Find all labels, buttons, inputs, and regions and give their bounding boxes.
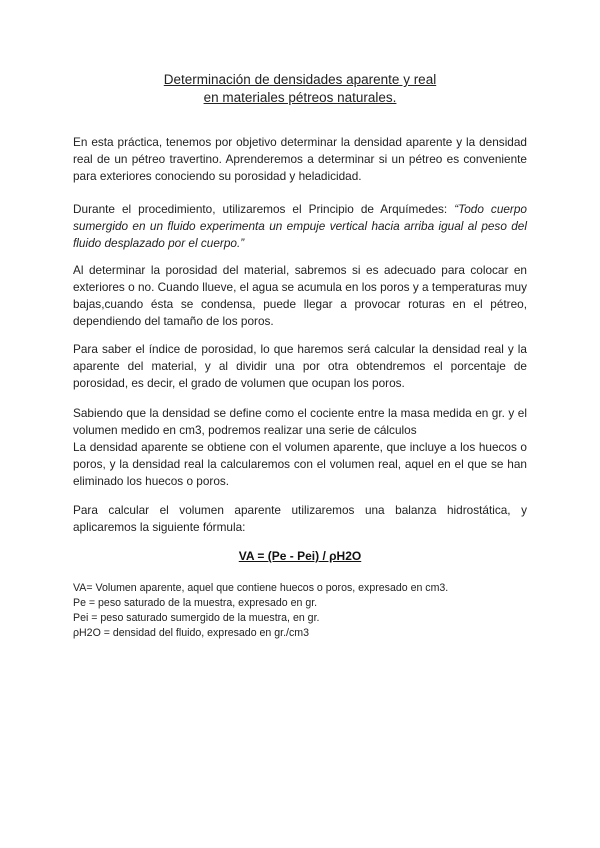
definition-item: Pe = peso saturado de la muestra, expresado en gr. bbox=[73, 597, 318, 609]
definition-item: ρH2O = densidad del fluido, expresado en gr./cm3 bbox=[73, 627, 309, 639]
paragraph-text: Para saber el índice de porosidad, lo que haremos será calcular la densidad real y la aparente del material, y al dividir una por otra obtendremos el porcentaje de porosidad, es decir, el grado de volumen que ocupan los poros. bbox=[73, 342, 527, 390]
paragraph-balance bbox=[73, 502, 527, 536]
density-definition: Sabiendo que la densidad se define como el cociente entre la masa medida en gr. y el volumen medido en cm3, podremos realizar una serie de cálculos bbox=[73, 406, 527, 437]
procedure-lead: Durante el procedimiento, utilizaremos el Principio de Arquímedes: bbox=[73, 202, 455, 216]
formula: VA = (Pe - Pei) / ρH2O bbox=[238, 549, 362, 563]
paragraph-intro bbox=[73, 134, 527, 185]
definition-item: Pei = peso saturado sumergido de la muestra, en gr. bbox=[73, 612, 320, 624]
page-title bbox=[0, 71, 600, 107]
paragraph-text: En esta práctica, tenemos por objetivo determinar la densidad aparente y la densidad real de un pétreo travertino. Aprenderemos a determinar si un pétreo es conveniente para exteriores conociendo su porosidad y heladicidad. bbox=[73, 135, 527, 183]
definition-item: VA= Volumen aparente, aquel que contiene huecos o poros, expresado en cm3. bbox=[73, 582, 449, 594]
density-types: La densidad aparente se obtiene con el volumen aparente, que incluye a los huecos o poros, y la densidad real la calcularemos con el volumen real, aquel en el que se han eliminado los huecos o poros. bbox=[73, 440, 527, 488]
paragraph-procedure bbox=[73, 201, 527, 252]
title-line-2: en materiales pétreos naturales. bbox=[203, 90, 397, 105]
paragraph-density bbox=[73, 405, 527, 490]
paragraph-porosity bbox=[73, 262, 527, 330]
paragraph-index bbox=[73, 341, 527, 392]
archimedes-quote: “Todo cuerpo sumergido en un fluido experimenta un empuje vertical hacia arriba igual al peso del fluido desplazado por el cuerpo.” bbox=[73, 202, 527, 250]
paragraph-text: Al determinar la porosidad del material, sabremos si es adecuado para colocar en exteriores o no. Cuando llueve, el agua se acumula en los poros y a temperaturas muy bajas,cuando ésta se condensa, puede llegar a provocar roturas en el pétreo, dependiendo del tamaño de los poros. bbox=[73, 263, 527, 328]
paragraph-text: Para calcular el volumen aparente utilizaremos una balanza hidrostática, y aplicaremos la siguiente fórmula: bbox=[73, 503, 527, 534]
definitions-list bbox=[73, 581, 533, 641]
title-line-1: Determinación de densidades aparente y real bbox=[163, 72, 437, 87]
